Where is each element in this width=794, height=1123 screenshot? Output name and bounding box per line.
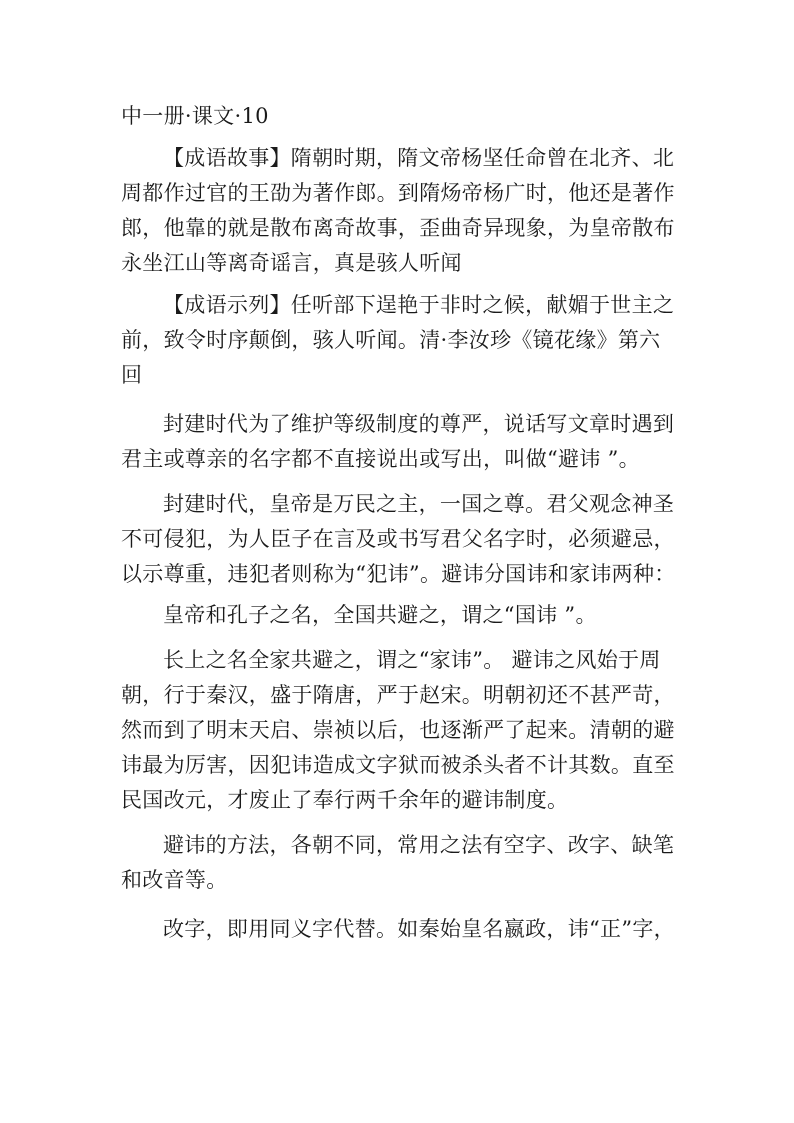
- text-line: 君主或尊亲的名字都不直接说出或写出，叫做“避讳 ”。: [121, 447, 640, 471]
- text-line: 郎，他靠的就是散布离奇故事，歪曲奇异现象，为皇帝散布: [121, 216, 675, 240]
- paragraph-taboo-methods: [121, 828, 681, 898]
- text-line: 以示尊重，违犯者则称为“犯讳”。避讳分国讳和家讳两种：: [121, 562, 676, 586]
- paragraph-taboo-definition: [121, 407, 681, 477]
- text-line: 【成语示列】任听部下逞艳于非时之候，献媚于世主之: [163, 293, 675, 317]
- text-line: 和改音等。: [121, 868, 228, 892]
- text-line: 避讳的方法，各朝不同，常用之法有空字、改字、缺笔: [163, 833, 675, 857]
- paragraph-character-change: [121, 912, 681, 947]
- paragraph-family-taboo: [121, 643, 681, 818]
- document-page: [121, 100, 681, 947]
- text-line: 回: [121, 363, 143, 387]
- paragraph-idiom-example: [121, 288, 681, 393]
- text-line: 长上之名全家共避之，谓之“家讳”。 避讳之风始于周: [163, 648, 661, 672]
- text-line: 前，致令时序颠倒，骇人听闻。清·李汝珍《镜花缘》第六: [121, 328, 661, 352]
- text-line: 皇帝和孔子之名，全国共避之，谓之“国讳 ”。: [163, 603, 597, 627]
- text-line: 民国改元，才废止了奉行两千余年的避讳制度。: [121, 788, 569, 812]
- paragraph-national-taboo: [121, 598, 681, 633]
- text-line: 讳最为厉害，因犯讳造成文字狱而被杀头者不计其数。直至: [121, 753, 675, 777]
- text-line: 然而到了明末天启、崇祯以后，也逐渐严了起来。清朝的避: [121, 718, 675, 742]
- text-line: 周都作过官的王劭为著作郎。到隋炀帝杨广时，他还是著作: [121, 181, 675, 205]
- text-line: 朝，行于秦汉，盛于隋唐，严于赵宋。明朝初还不甚严苛，: [121, 683, 675, 707]
- text-line: 封建时代，皇帝是万民之主，一国之尊。君父观念神圣: [163, 492, 675, 516]
- text-line: 封建时代为了维护等级制度的尊严，说话写文章时遇到: [163, 412, 675, 436]
- paragraph-taboo-feudal: [121, 487, 681, 592]
- page-header: 中一册·课文·10: [121, 104, 269, 128]
- paragraph-idiom-story: [121, 141, 681, 281]
- text-line: 永坐江山等离奇谣言，真是骇人听闻: [121, 251, 462, 275]
- text-line: 不可侵犯，为人臣子在言及或书写君父名字时，必须避忌，: [121, 527, 675, 551]
- text-line: 【成语故事】隋朝时期，隋文帝杨坚任命曾在北齐、北: [163, 146, 675, 170]
- text-line: 改字，即用同义字代替。如秦始皇名嬴政，讳“正”字，: [163, 917, 675, 941]
